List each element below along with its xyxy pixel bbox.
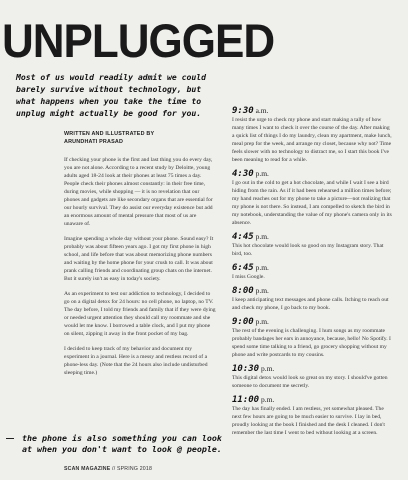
handwritten-intro: Most of us would readily admit we could barely survive without technology, but what happens when you take the time to unplug might actually be good for you. xyxy=(16,72,207,118)
byline-author: ARUNDHATI PRASAD xyxy=(64,139,124,145)
entry-time-suffix: a.m. xyxy=(255,106,269,115)
byline-credit: WRITTEN AND ILLUSTRATED BY xyxy=(64,131,155,137)
entry-text: This digital detox would look so great on my story. I should've gotten someone to document me secretly. xyxy=(232,375,388,389)
journal-entry xyxy=(232,286,392,312)
entry-text: I go out in the cold to get a hot chocolate, and while I wait I see a bird hiding from the rain. As if it had been rehearsed a million times before; my hand reaches out for my phone to take a picture—not realizing that my phone is not there. So instead, I am compelled to sketch the bird in my notebook, understanding the value of my phone's camera only in its absence. xyxy=(232,180,392,226)
entry-time-handwritten: 4:30 xyxy=(232,169,254,179)
entry-text: The rest of the evening is challenging. I hum songs as my roommate probably bandages her ears in annoyance, because, hello! No Spotify. I spend some time talking to a friend, go grocery shopping without my phone and write postcards to my cousins. xyxy=(232,328,391,358)
entry-time-handwritten: 8:00 xyxy=(232,286,254,296)
entry-time xyxy=(232,169,392,179)
page-title: UNPLUGGED xyxy=(2,14,275,68)
entry-time-handwritten: 6:45 xyxy=(232,263,254,273)
journal-entry xyxy=(232,395,392,437)
entry-time-handwritten: 10:30 xyxy=(232,364,260,374)
body-paragraph: If checking your phone is the first and last thing you do every day, you are not alone. According to a recent study by Deloitte, young adults aged 18-24 look at their phones at least 75 times a day. People check their phones almost constantly: in their free time, during movies, while shopping — it is no revelation that our phones and gadgets are like secondary organs that are essential for our hourly survival. They do assist our everyday existence but add an enormous amount of mental pressure that most of us are unaware of. xyxy=(64,157,213,227)
journal-entry xyxy=(232,263,392,281)
entry-time-suffix: p.m. xyxy=(255,286,269,295)
entry-time xyxy=(232,232,392,242)
journal-entry xyxy=(232,106,392,164)
journal-entry xyxy=(232,169,392,227)
entry-text: The day has finally ended. I am restless, yet somewhat pleased. The next few hours are going to be much easier to survive. I lay in bed, proudly looking at the book I finished and the desk I cleaned. I don't remember the last time I went to bed without looking at a screen. xyxy=(232,406,385,436)
entry-text: I resist the urge to check my phone and start making a tally of how many times I want to check it over the course of the day. After making a quick list of things I do my laundry, clean my apartment, make lunch, meal prep for the week, and arrange my closet, because why not? Time feels slower with no technology to distract me, so I start this book I've been meaning to read for a while. xyxy=(232,117,392,163)
magazine-name: SCAN MAGAZINE xyxy=(64,466,111,472)
entry-time-suffix: p.m. xyxy=(260,395,275,404)
handwritten-dash xyxy=(6,438,14,439)
entry-time-suffix: p.m. xyxy=(255,263,269,272)
handwritten-note: the phone is also something you can look at when you don't want to look @ people. xyxy=(22,433,222,454)
body-paragraph: As an experiment to test our addiction to technology, I decided to go on a digital detox for 24 hours: no cell phone, no laptop, no TV. The day before, I told my friends and family that if they were dying or needed urgent attention they should call my roommate and she would let me know. I borrowed a table clock, and I put my phone on silent, zipping it away in the front pocket of my bag. xyxy=(64,291,216,337)
left-column xyxy=(64,156,216,384)
entry-time-handwritten: 11:00 xyxy=(232,395,260,405)
entry-time-suffix: p.m. xyxy=(255,169,269,178)
footer xyxy=(64,466,152,472)
entry-text: I miss Google. xyxy=(232,274,265,280)
entry-text: I keep anticipating text messages and phone calls. Itching to reach out and check my phone, I go back to my book. xyxy=(232,297,389,311)
entry-time-handwritten: 4:45 xyxy=(232,232,254,242)
byline xyxy=(64,130,214,146)
journal-entry xyxy=(232,232,392,258)
entry-time xyxy=(232,395,392,405)
entry-time xyxy=(232,106,392,116)
journal-entry xyxy=(232,364,392,390)
entry-time xyxy=(232,263,392,273)
entry-time-handwritten: 9:00 xyxy=(232,317,254,327)
entry-time-suffix: p.m. xyxy=(255,232,269,241)
entry-time xyxy=(232,364,392,374)
entry-time xyxy=(232,317,392,327)
body-paragraph: I decided to keep track of my behavior and document my experiment in a journal. Here is a messy and restless record of a phone-less day. (Note that the 24 hours also include undisturbed sleeping time.) xyxy=(64,346,208,376)
journal-entry xyxy=(232,317,392,359)
entry-time-suffix: p.m. xyxy=(260,364,275,373)
entry-time-suffix: p.m. xyxy=(255,317,269,326)
journal-column xyxy=(232,106,392,442)
footer-separator: // xyxy=(110,466,117,472)
issue-label: SPRING 2018 xyxy=(116,466,153,472)
entry-text: This hot chocolate would look so good on my Instagram story. That bird, too. xyxy=(232,243,384,257)
body-paragraph: Imagine spending a whole day without your phone. Sound easy? It probably was about fifteen years ago. I got my first phone in high school, and life before that was about memorizing phone numbers and waiting by the home phone for your crush to call. It was about prank calling friends and coordinating group chats on the internet. But it surely isn't as easy in today's society. xyxy=(64,236,214,282)
entry-time xyxy=(232,286,392,296)
entry-time-handwritten: 9:30 xyxy=(232,106,254,116)
